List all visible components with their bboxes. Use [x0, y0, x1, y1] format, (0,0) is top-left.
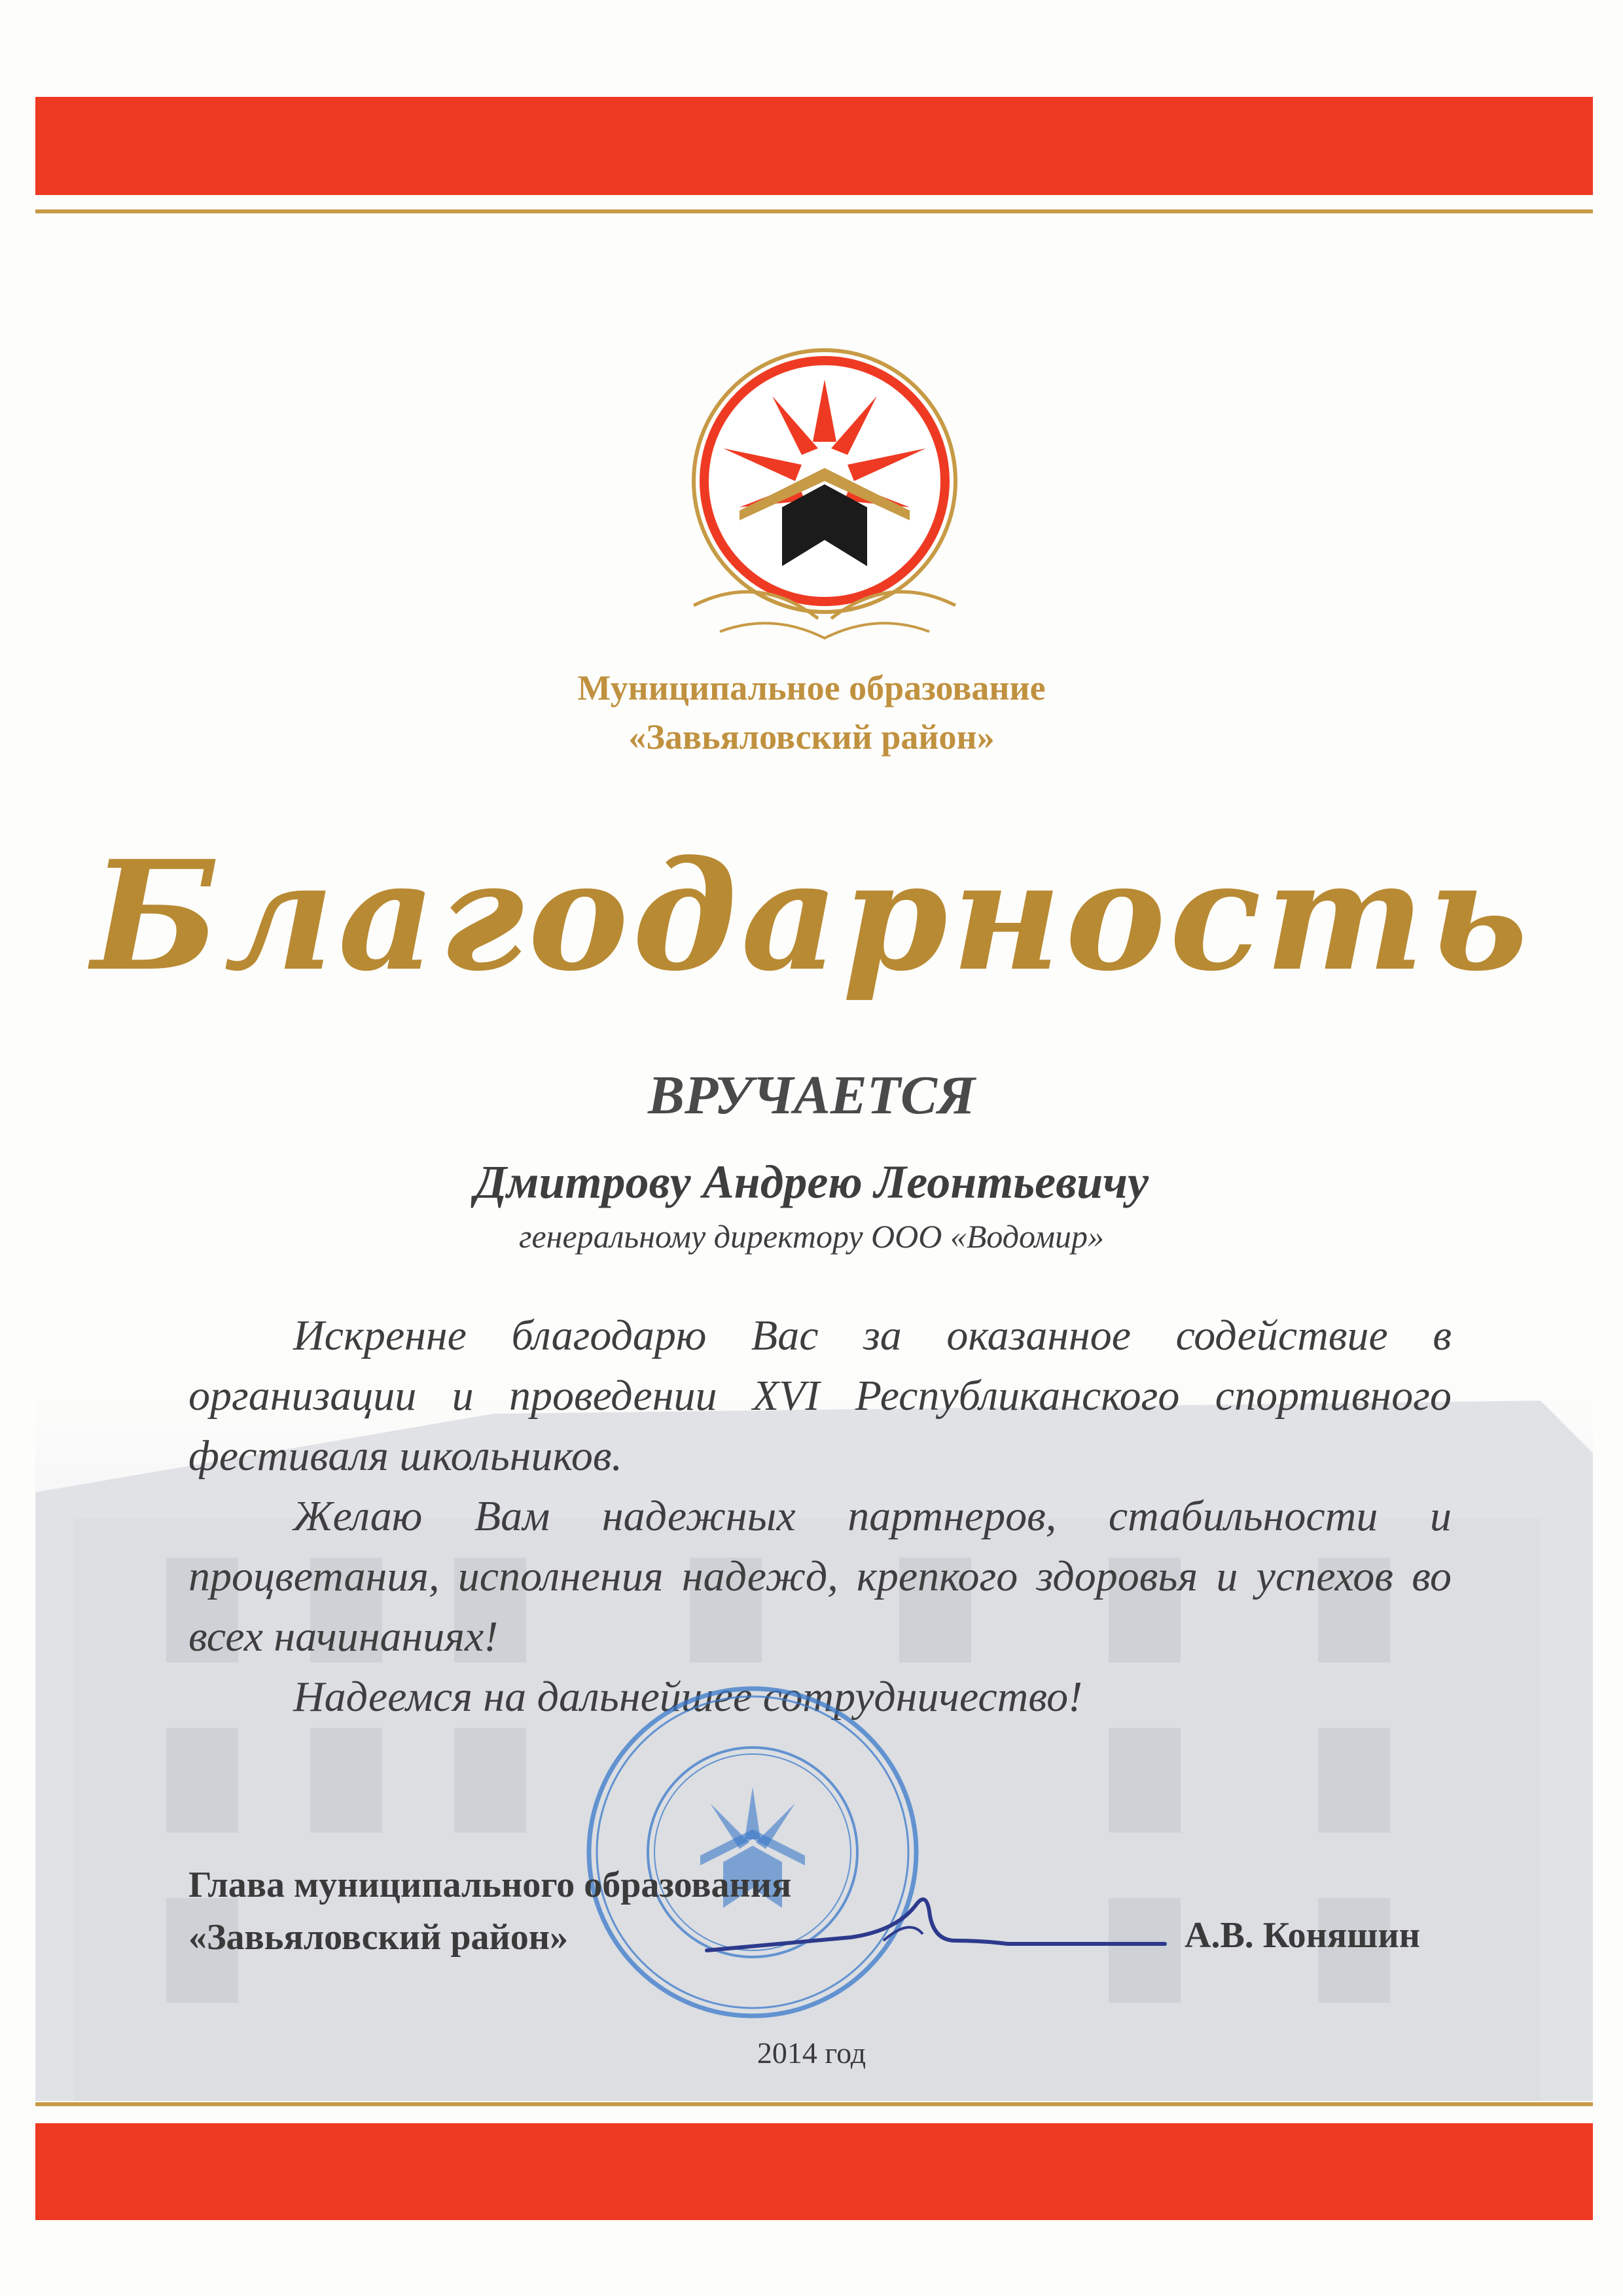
body-paragraph-2: Желаю Вам надежных партнеров, стабильности и процветания, исполнения надежд, крепкого здоровья и успехов во всех начинаниях!: [188, 1492, 1452, 1660]
body-paragraph-3: Надеемся на дальнейшее сотрудничество!: [293, 1673, 1083, 1721]
top-red-band: [35, 97, 1593, 195]
recipient-position: генеральному директору ООО «Водомир»: [518, 1218, 1105, 1255]
top-gold-line: [35, 209, 1593, 213]
certificate-title: Благодарность: [91, 828, 1532, 1005]
org-name-line2: «Завьяловский район»: [628, 717, 995, 757]
signatory-title-line2: «Завьяловский район»: [188, 1917, 568, 1958]
district-emblem-icon: [641, 344, 1008, 645]
official-seal-icon: [582, 1682, 923, 2022]
body-paragraph-1: Искренне благодарю Вас за оказанное содействие в организации и проведении XVI Республиканского спортивного фестиваля школьников.: [188, 1312, 1452, 1480]
bottom-gold-line: [35, 2102, 1593, 2106]
org-name-line1: Муниципальное образование: [577, 668, 1046, 708]
issue-year: 2014 год: [757, 2036, 866, 2070]
body-text: [188, 1306, 1452, 1727]
bottom-red-band: [35, 2123, 1593, 2220]
signatory-title-line1: Глава муниципального образования: [188, 1865, 792, 1905]
signatory-name: А.В. Коняшин: [1185, 1915, 1420, 1956]
recipient-name: Дмитрову Андрею Леонтьевичу: [474, 1156, 1149, 1208]
handwritten-signature: [700, 1878, 1171, 1970]
awarded-label: ВРУЧАЕТСЯ: [648, 1065, 975, 1126]
